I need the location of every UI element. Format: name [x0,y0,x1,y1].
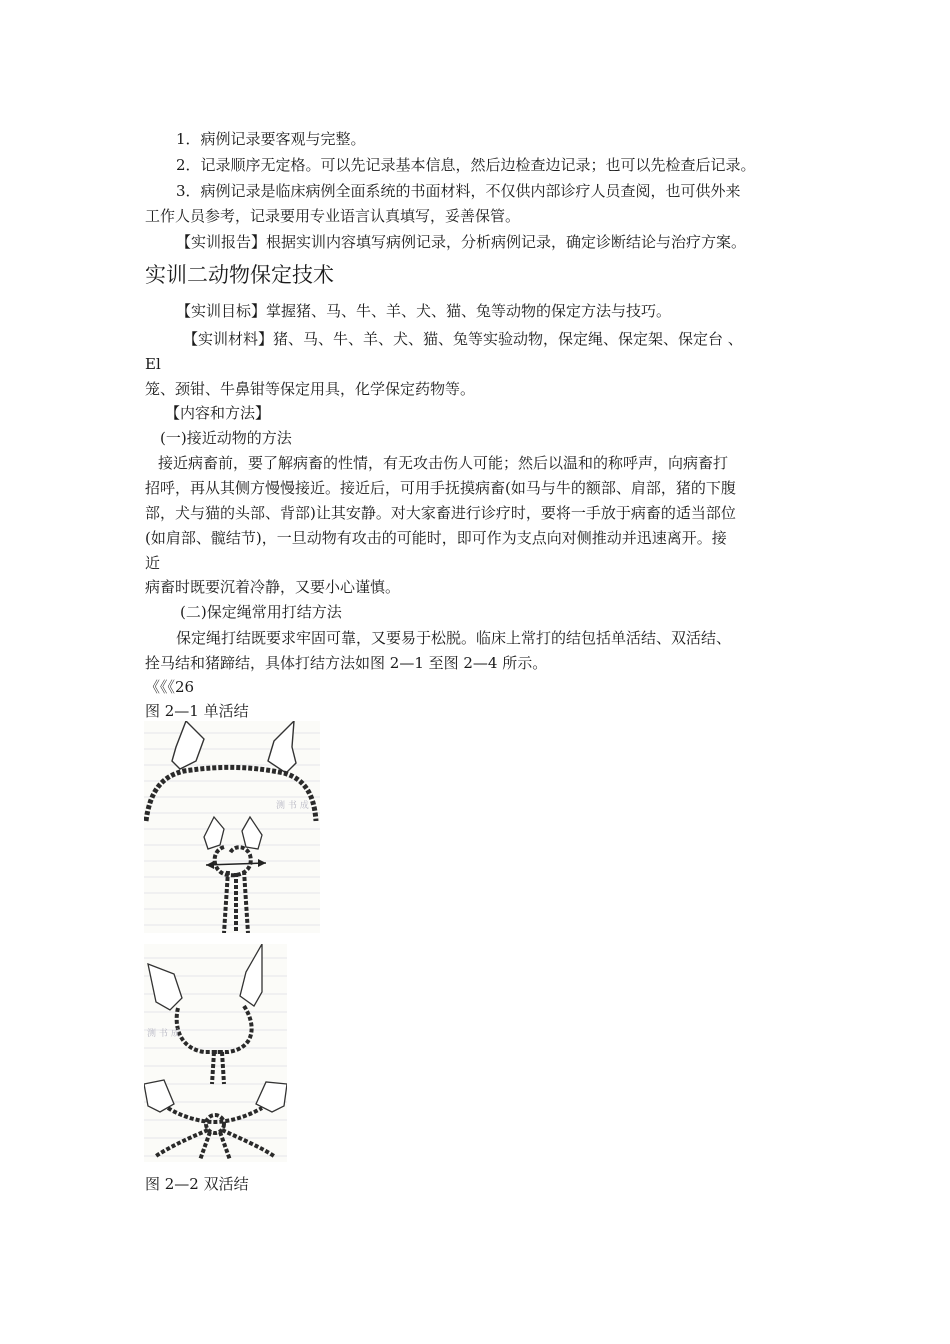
training-materials-fragment: El [145,355,161,373]
figure-2-1-image [144,721,320,933]
paragraph-approach-4: (如肩部、髋结节)，一旦动物有攻击的可能时，即可作为支点向对侧推动并迅速离开。接 [145,529,727,547]
paragraph-approach-6: 病畜时既要沉着冷静，又要小心谨慎。 [145,578,401,596]
figure-2-2-caption: 图 2—2 双活结 [145,1175,249,1193]
figure-2-2-image [144,944,287,1162]
training-goal: 【实训目标】掌握猪、马、牛、羊、犬、猫、兔等动物的保定方法与技巧。 [176,302,672,320]
watermark-text: 测 书 成 [147,1029,180,1039]
paragraph-approach-2: 招呼，再从其侧方慢慢接近。接近后，可用手抚摸病畜(如马与牛的额部、肩部，猪的下腹 [145,479,736,497]
paragraph-knots-2: 拴马结和猪蹄结，具体打结方法如图 2—1 至图 2—4 所示。 [145,654,548,672]
section-title: 实训二动物保定技术 [145,263,334,287]
paragraph-approach-5: 近 [145,554,161,572]
list-item-3-cont: 工作人员参考，记录要用专业语言认真填写，妥善保管。 [145,207,521,225]
content-methods-heading: 【内容和方法】 [165,404,271,422]
training-materials: 【实训材料】猪、马、牛、羊、犬、猫、兔等实验动物，保定绳、保定架、保定台 、 [183,330,743,348]
list-item-1: 1．病例记录要客观与完整。 [176,130,366,148]
training-materials-cont: 笼、颈钳、牛鼻钳等保定用具，化学保定药物等。 [145,380,476,398]
paragraph-knots: 保定绳打结既要求牢固可靠，又要易于松脱。临床上常打的结包括单活结、双活结、 [176,629,732,647]
paragraph-approach-3: 部，犬与猫的头部、背部)让其安静。对大家畜进行诊疗时，要将一手放于病畜的适当部位 [145,504,736,522]
training-report-paragraph: 【实训报告】根据实训内容填写病例记录，分析病例记录，确定诊断结论与治疗方案。 [176,233,747,251]
subsection-1-heading: (一)接近动物的方法 [160,429,292,447]
paragraph-approach: 接近病畜前，要了解病畜的性情，有无攻击伤人可能；然后以温和的称呼声，向病畜打 [158,454,729,472]
page-number: 《《《26 [145,678,195,696]
figure-2-1-caption: 图 2—1 单活结 [145,702,249,720]
watermark-text: 测 书 成 [276,801,309,811]
list-item-3: 3．病例记录是临床病例全面系统的书面材料，不仅供内部诊疗人员查阅，也可供外来 [176,182,741,200]
subsection-2-heading: (二)保定绳常用打结方法 [180,603,342,621]
list-item-2: 2．记录顺序无定格。可以先记录基本信息，然后边检查边记录；也可以先检查后记录。 [176,156,756,174]
